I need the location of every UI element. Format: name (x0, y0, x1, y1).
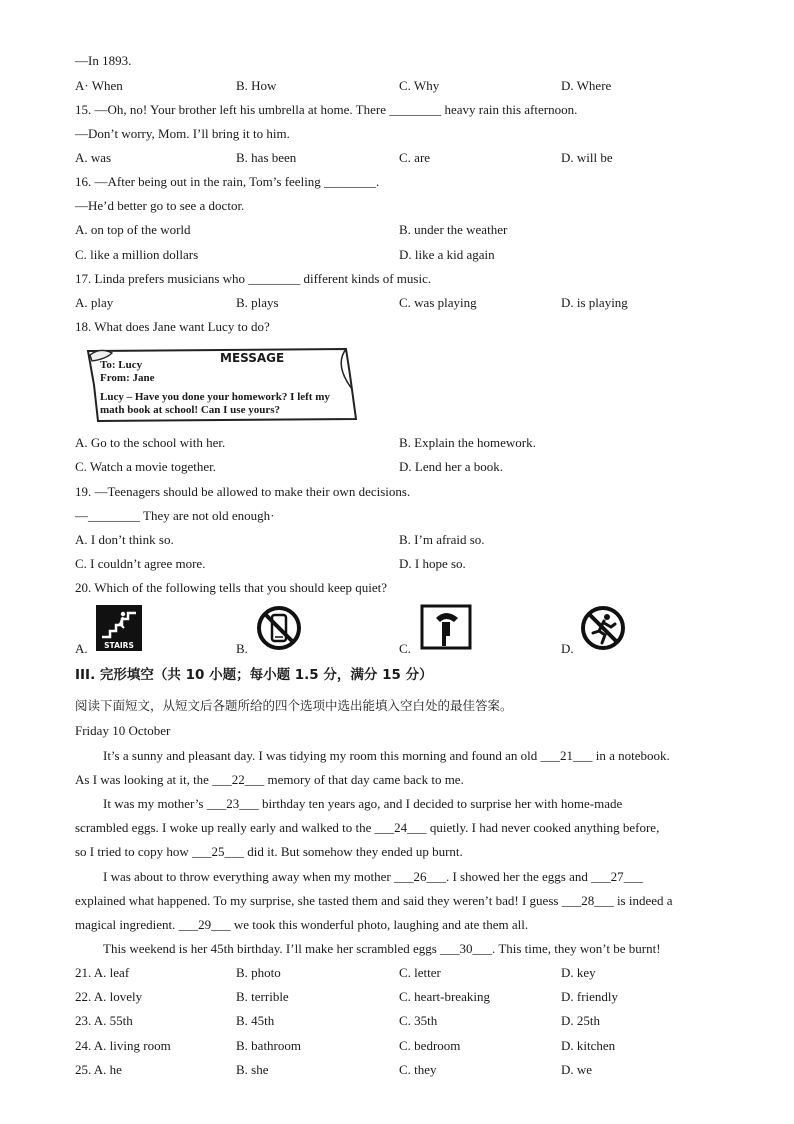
stairs-sign-icon (96, 605, 142, 651)
q16-reply: —He’d better go to see a doctor. (75, 198, 245, 213)
q23-option-a[interactable]: 23. A. 55th (75, 1013, 133, 1028)
q23-option-b[interactable]: B. 45th (236, 1013, 275, 1028)
q14-option-b[interactable]: B. How (236, 78, 277, 93)
q14-answer: —In 1893. (75, 53, 132, 68)
q16-option-a[interactable]: A. on top of the world (75, 222, 191, 237)
q16-option-c[interactable]: C. like a million dollars (75, 247, 199, 262)
q24-option-d[interactable]: D. kitchen (561, 1038, 616, 1053)
no-running-sign-icon (580, 605, 626, 651)
q17-option-c[interactable]: C. was playing (399, 295, 477, 310)
passage-line: As I was looking at it, the ___22___ memory of that day came back to me. (75, 772, 464, 787)
q22-option-a[interactable]: 22. A. lovely (75, 989, 143, 1004)
q14-option-c[interactable]: C. Why (399, 78, 440, 93)
q18-option-d[interactable]: D. Lend her a book. (399, 459, 503, 474)
passage-line: explained what happened. To my surprise, she tasted them and said they weren’t bad! I guess ___28___ is indeed a (75, 893, 673, 908)
q20-option-c[interactable]: C. (399, 641, 411, 656)
q15-option-c[interactable]: C. are (399, 150, 431, 165)
section3-instruction: 阅读下面短文，从短文后各题所给的四个选项中选出能填入空白处的最佳答案。 (75, 698, 513, 713)
passage-line: It was my mother’s ___23___ birthday ten years ago, and I decided to surprise her with home-made (103, 796, 623, 811)
message-body-line2: math book at school! Can I use yours? (100, 404, 280, 416)
q22-option-b[interactable]: B. terrible (236, 989, 289, 1004)
q23-option-d[interactable]: D. 25th (561, 1013, 600, 1028)
q24-option-b[interactable]: B. bathroom (236, 1038, 301, 1053)
stairs-sign-label: STAIRS (104, 641, 134, 650)
q15-option-b[interactable]: B. has been (236, 150, 297, 165)
q21-option-c[interactable]: C. letter (399, 965, 441, 980)
q15-option-a[interactable]: A. was (75, 150, 112, 165)
q20-option-d[interactable]: D. (561, 641, 574, 656)
q19-reply: —________ They are not old enough· (75, 508, 275, 523)
q15-stem: 15. —Oh, no! Your brother left his umbrella at home. There ________ heavy rain this afternoon. (75, 102, 578, 117)
section3-title: III. 完形填空（共 10 小题；每小题 1.5 分，满分 15 分） (75, 667, 433, 683)
passage-line: It’s a sunny and pleasant day. I was tidying my room this morning and found an old ___21___ in a notebook. (103, 748, 670, 763)
q16-option-d[interactable]: D. like a kid again (399, 247, 495, 262)
q19-option-a[interactable]: A. I don’t think so. (75, 532, 174, 547)
q18-option-b[interactable]: B. Explain the homework. (399, 435, 536, 450)
q18-option-c[interactable]: C. Watch a movie together. (75, 459, 216, 474)
q22-option-d[interactable]: D. friendly (561, 989, 619, 1004)
q21-option-b[interactable]: B. photo (236, 965, 281, 980)
q19-stem: 19. —Teenagers should be allowed to make their own decisions. (75, 484, 411, 499)
q15-reply: —Don’t worry, Mom. I’ll bring it to him. (75, 126, 290, 141)
passage-line: scrambled eggs. I woke up really early and walked to the ___24___ quietly. I had never cooked anything before, (75, 820, 660, 835)
q21-option-a[interactable]: 21. A. leaf (75, 965, 130, 980)
q20-option-b[interactable]: B. (236, 641, 248, 656)
q14-option-a[interactable]: A· When (75, 78, 123, 93)
message-to: To: Lucy (100, 359, 143, 371)
q25-option-c[interactable]: C. they (399, 1062, 437, 1077)
passage-line: so I tried to copy how ___25___ did it. But somehow they ended up burnt. (75, 844, 463, 859)
q24-option-a[interactable]: 24. A. living room (75, 1038, 171, 1053)
q23-option-c[interactable]: C. 35th (399, 1013, 438, 1028)
q17-stem: 17. Linda prefers musicians who ________ different kinds of music. (75, 271, 432, 286)
q16-option-b[interactable]: B. under the weather (399, 222, 508, 237)
q19-option-d[interactable]: D. I hope so. (399, 556, 466, 571)
no-phone-sign-icon (256, 605, 302, 651)
q19-option-c[interactable]: C. I couldn’t agree more. (75, 556, 206, 571)
q15-option-d[interactable]: D. will be (561, 150, 613, 165)
q24-option-c[interactable]: C. bedroom (399, 1038, 461, 1053)
q25-option-b[interactable]: B. she (236, 1062, 269, 1077)
message-from: From: Jane (100, 372, 155, 384)
message-body-line1: Lucy – Have you done your homework? I left my (100, 391, 330, 403)
q14-option-d[interactable]: D. Where (561, 78, 612, 93)
q17-option-b[interactable]: B. plays (236, 295, 279, 310)
q17-option-d[interactable]: D. is playing (561, 295, 628, 310)
passage-line: magical ingredient. ___29___ we took this wonderful photo, laughing and ate them all. (75, 917, 529, 932)
q18-stem: 18. What does Jane want Lucy to do? (75, 319, 270, 334)
q18-option-a[interactable]: A. Go to the school with her. (75, 435, 226, 450)
quiet-sign-icon (420, 604, 466, 650)
q20-stem: 20. Which of the following tells that you should keep quiet? (75, 580, 388, 595)
q19-option-b[interactable]: B. I’m afraid so. (399, 532, 485, 547)
passage-date: Friday 10 October (75, 723, 171, 738)
message-header: MESSAGE (220, 351, 285, 365)
q17-option-a[interactable]: A. play (75, 295, 114, 310)
passage-line: This weekend is her 45th birthday. I’ll make her scrambled eggs ___30___. This time, they won’t be burnt! (103, 941, 661, 956)
q21-option-d[interactable]: D. key (561, 965, 596, 980)
q25-option-d[interactable]: D. we (561, 1062, 593, 1077)
message-note (90, 347, 360, 423)
q20-option-a[interactable]: A. (75, 641, 88, 656)
q25-option-a[interactable]: 25. A. he (75, 1062, 122, 1077)
q16-stem: 16. —After being out in the rain, Tom’s feeling ________. (75, 174, 380, 189)
q22-option-c[interactable]: C. heart-breaking (399, 989, 490, 1004)
passage-line: I was about to throw everything away when my mother ___26___. I showed her the eggs and ___27___ (103, 869, 644, 884)
